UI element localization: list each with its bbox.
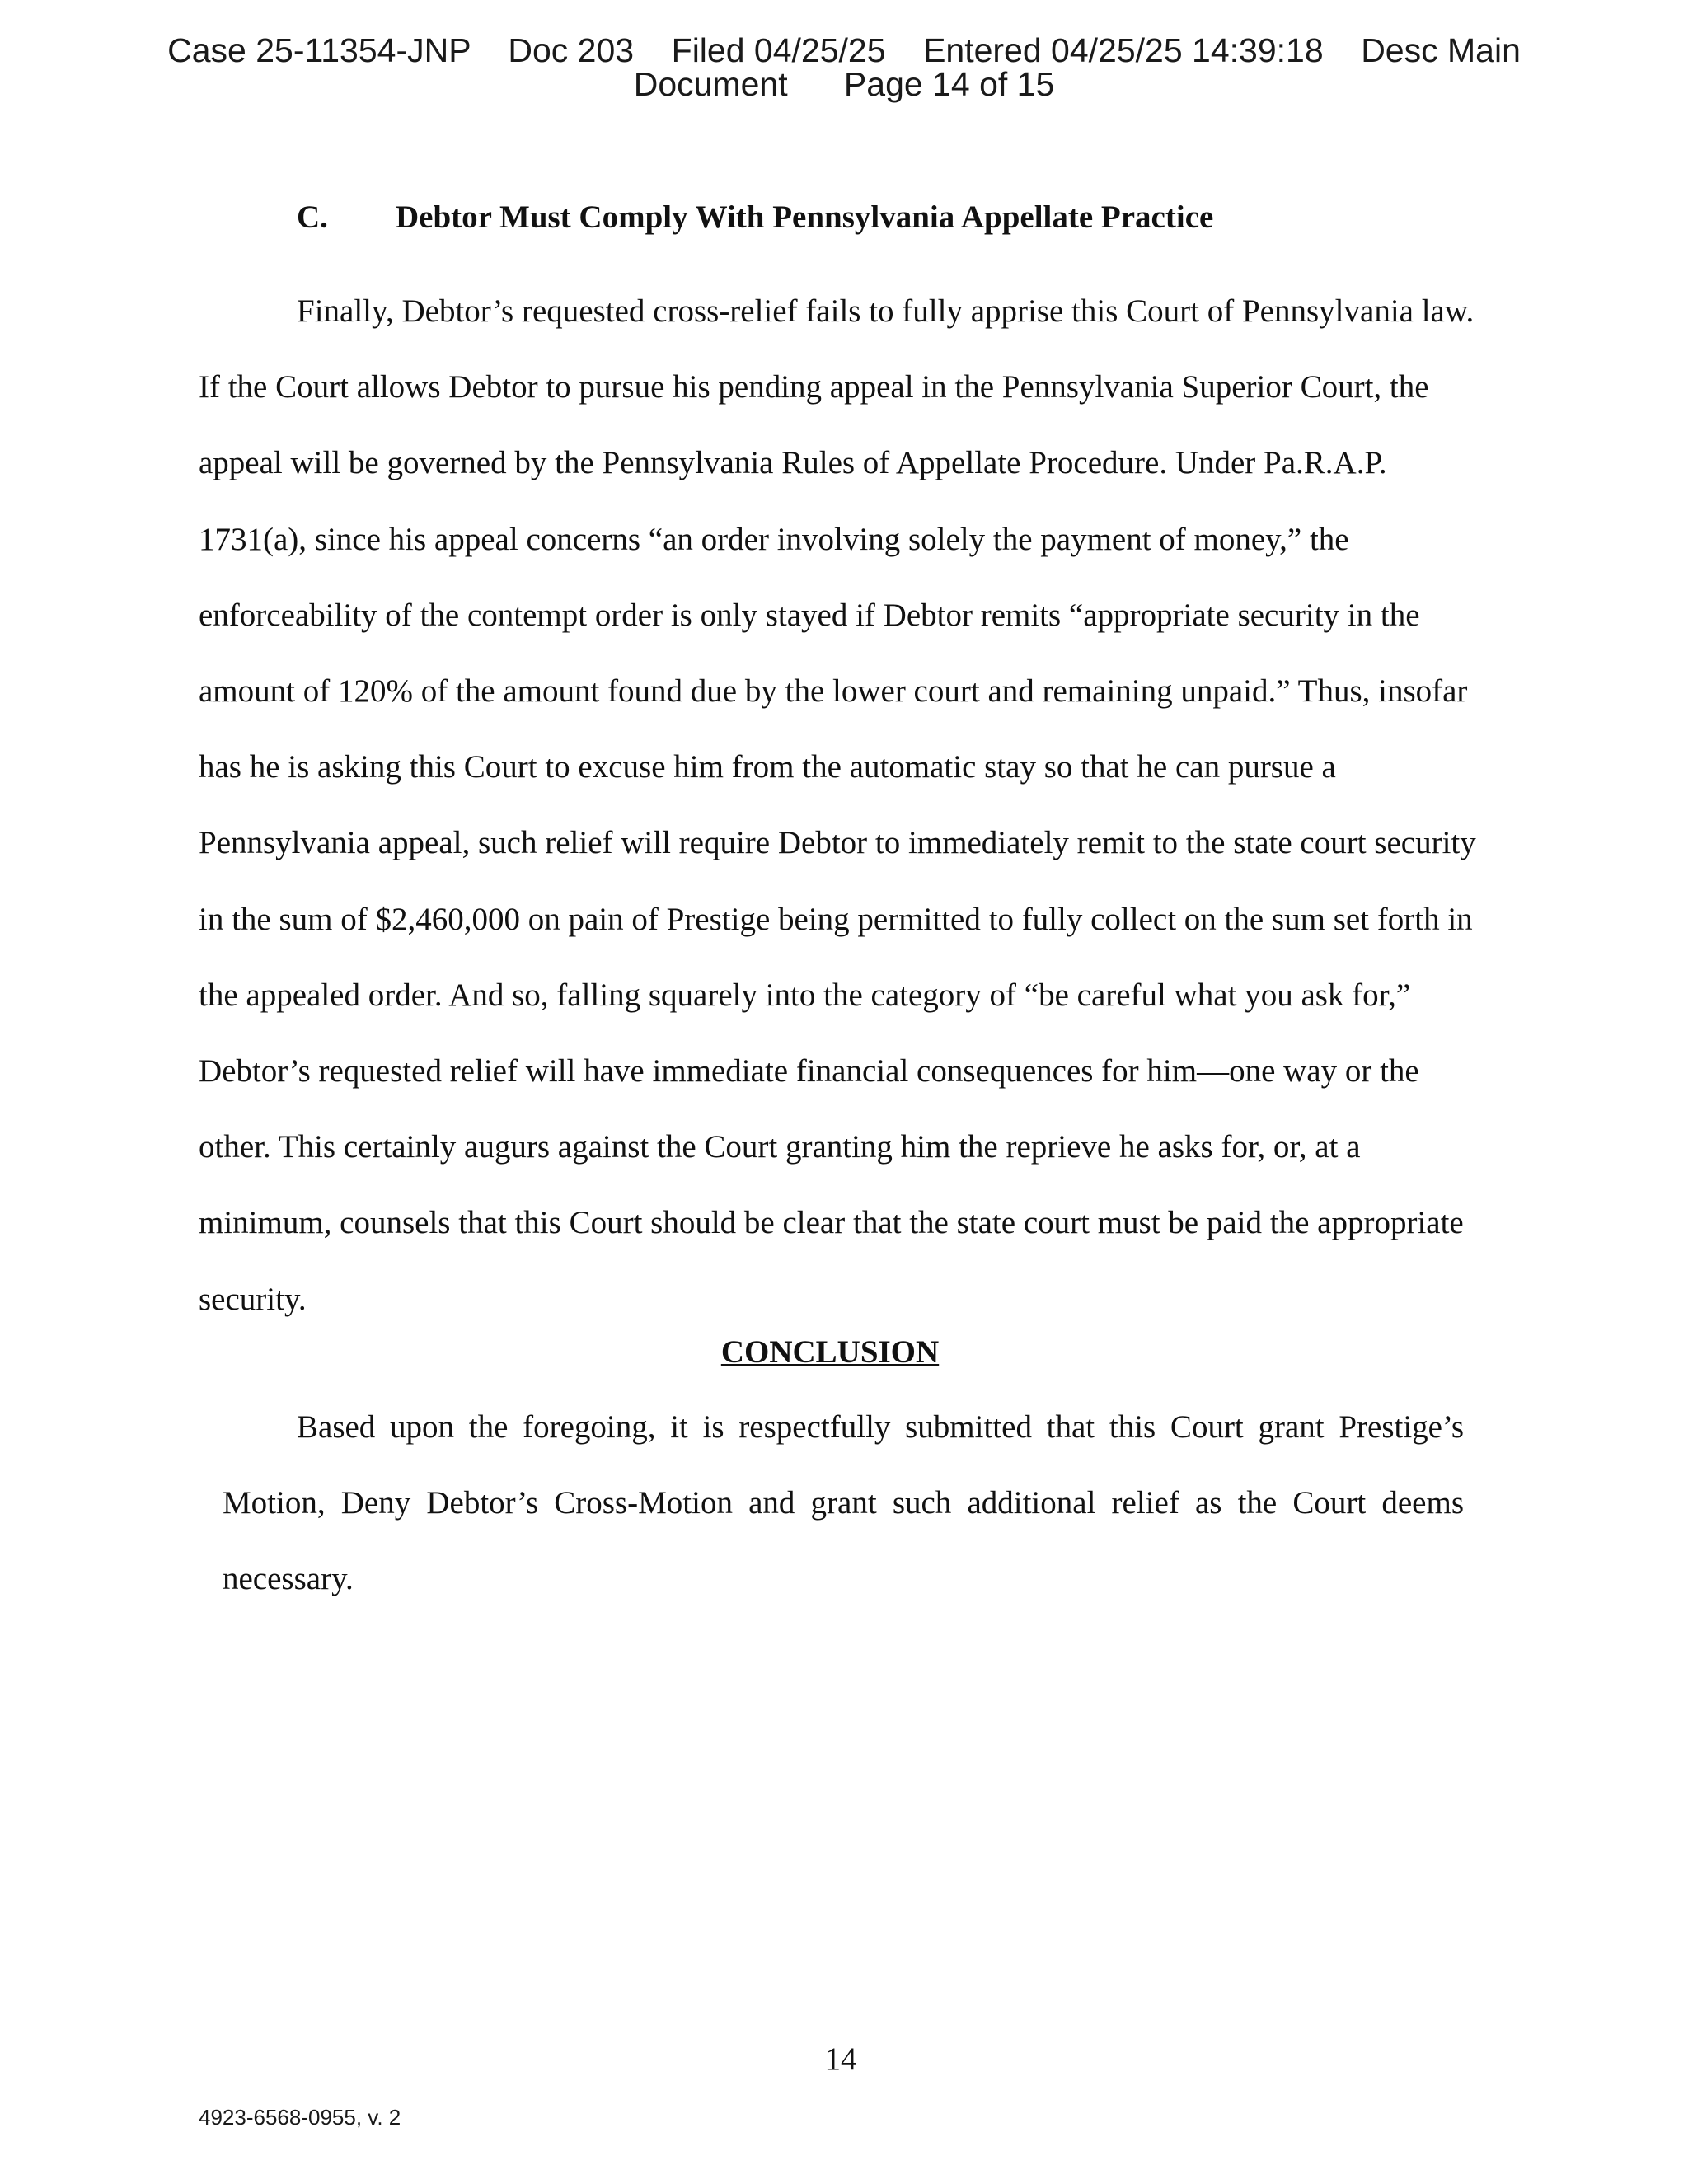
document-id: 4923-6568-0955, v. 2 (199, 2105, 401, 2130)
ecf-header-page-line: Document Page 14 of 15 (633, 65, 1055, 103)
section-body-paragraph: Finally, Debtor’s requested cross-relief fails to fully apprise this Court of Pennsylvania law. If the Court allows Debtor to pursue his pending appeal in the Pennsylvania Superior Court, the appeal will be governed by the Pennsylvania Rules of Appellate Procedure. Under Pa.R.A.P. 1731(a), since his appeal concerns “an order involving solely the payment of money,” the enforceability of the contempt order is only stayed if Debtor remits “appropriate security in the amount of 120% of the amount found due by the lower court and remaining unpaid.” Thus, insofar has he is asking this Court to excuse him from the automatic stay so that he can pursue a Pennsylvania appeal, such relief will require Debtor to immediately remit to the state court security in the sum of $2,460,000 on pain of Prestige being permitted to fully collect on the sum set forth in the appealed order. And so, falling squarely into the category of “be careful what you ask for,” Debtor’s requested relief will have immediate financial consequences for him—one way or the other. This certainly augurs against the Court granting him the reprieve he asks for, or, at a minimum, counsels that this Court should be clear that the state court must be paid the appropriate security. (199, 293, 1476, 1317)
ecf-header-case-line: Case 25-11354-JNP Doc 203 Filed 04/25/25 Entered 04/25/25 14:39:18 Desc Main (167, 31, 1521, 69)
section-heading (297, 199, 1213, 237)
section-title: Debtor Must Comply With Pennsylvania Appellate Practice (396, 199, 1214, 235)
conclusion-heading: CONCLUSION (720, 1334, 940, 1370)
section-letter: C. (297, 199, 328, 235)
conclusion-paragraph: Based upon the foregoing, it is respectfully submitted that this Court grant Prestige’s Motion, Deny Debtor’s Cross-Motion and grant such additional relief as the Court deems necessary. (223, 1409, 1464, 1596)
page-number: 14 (824, 2041, 857, 2077)
